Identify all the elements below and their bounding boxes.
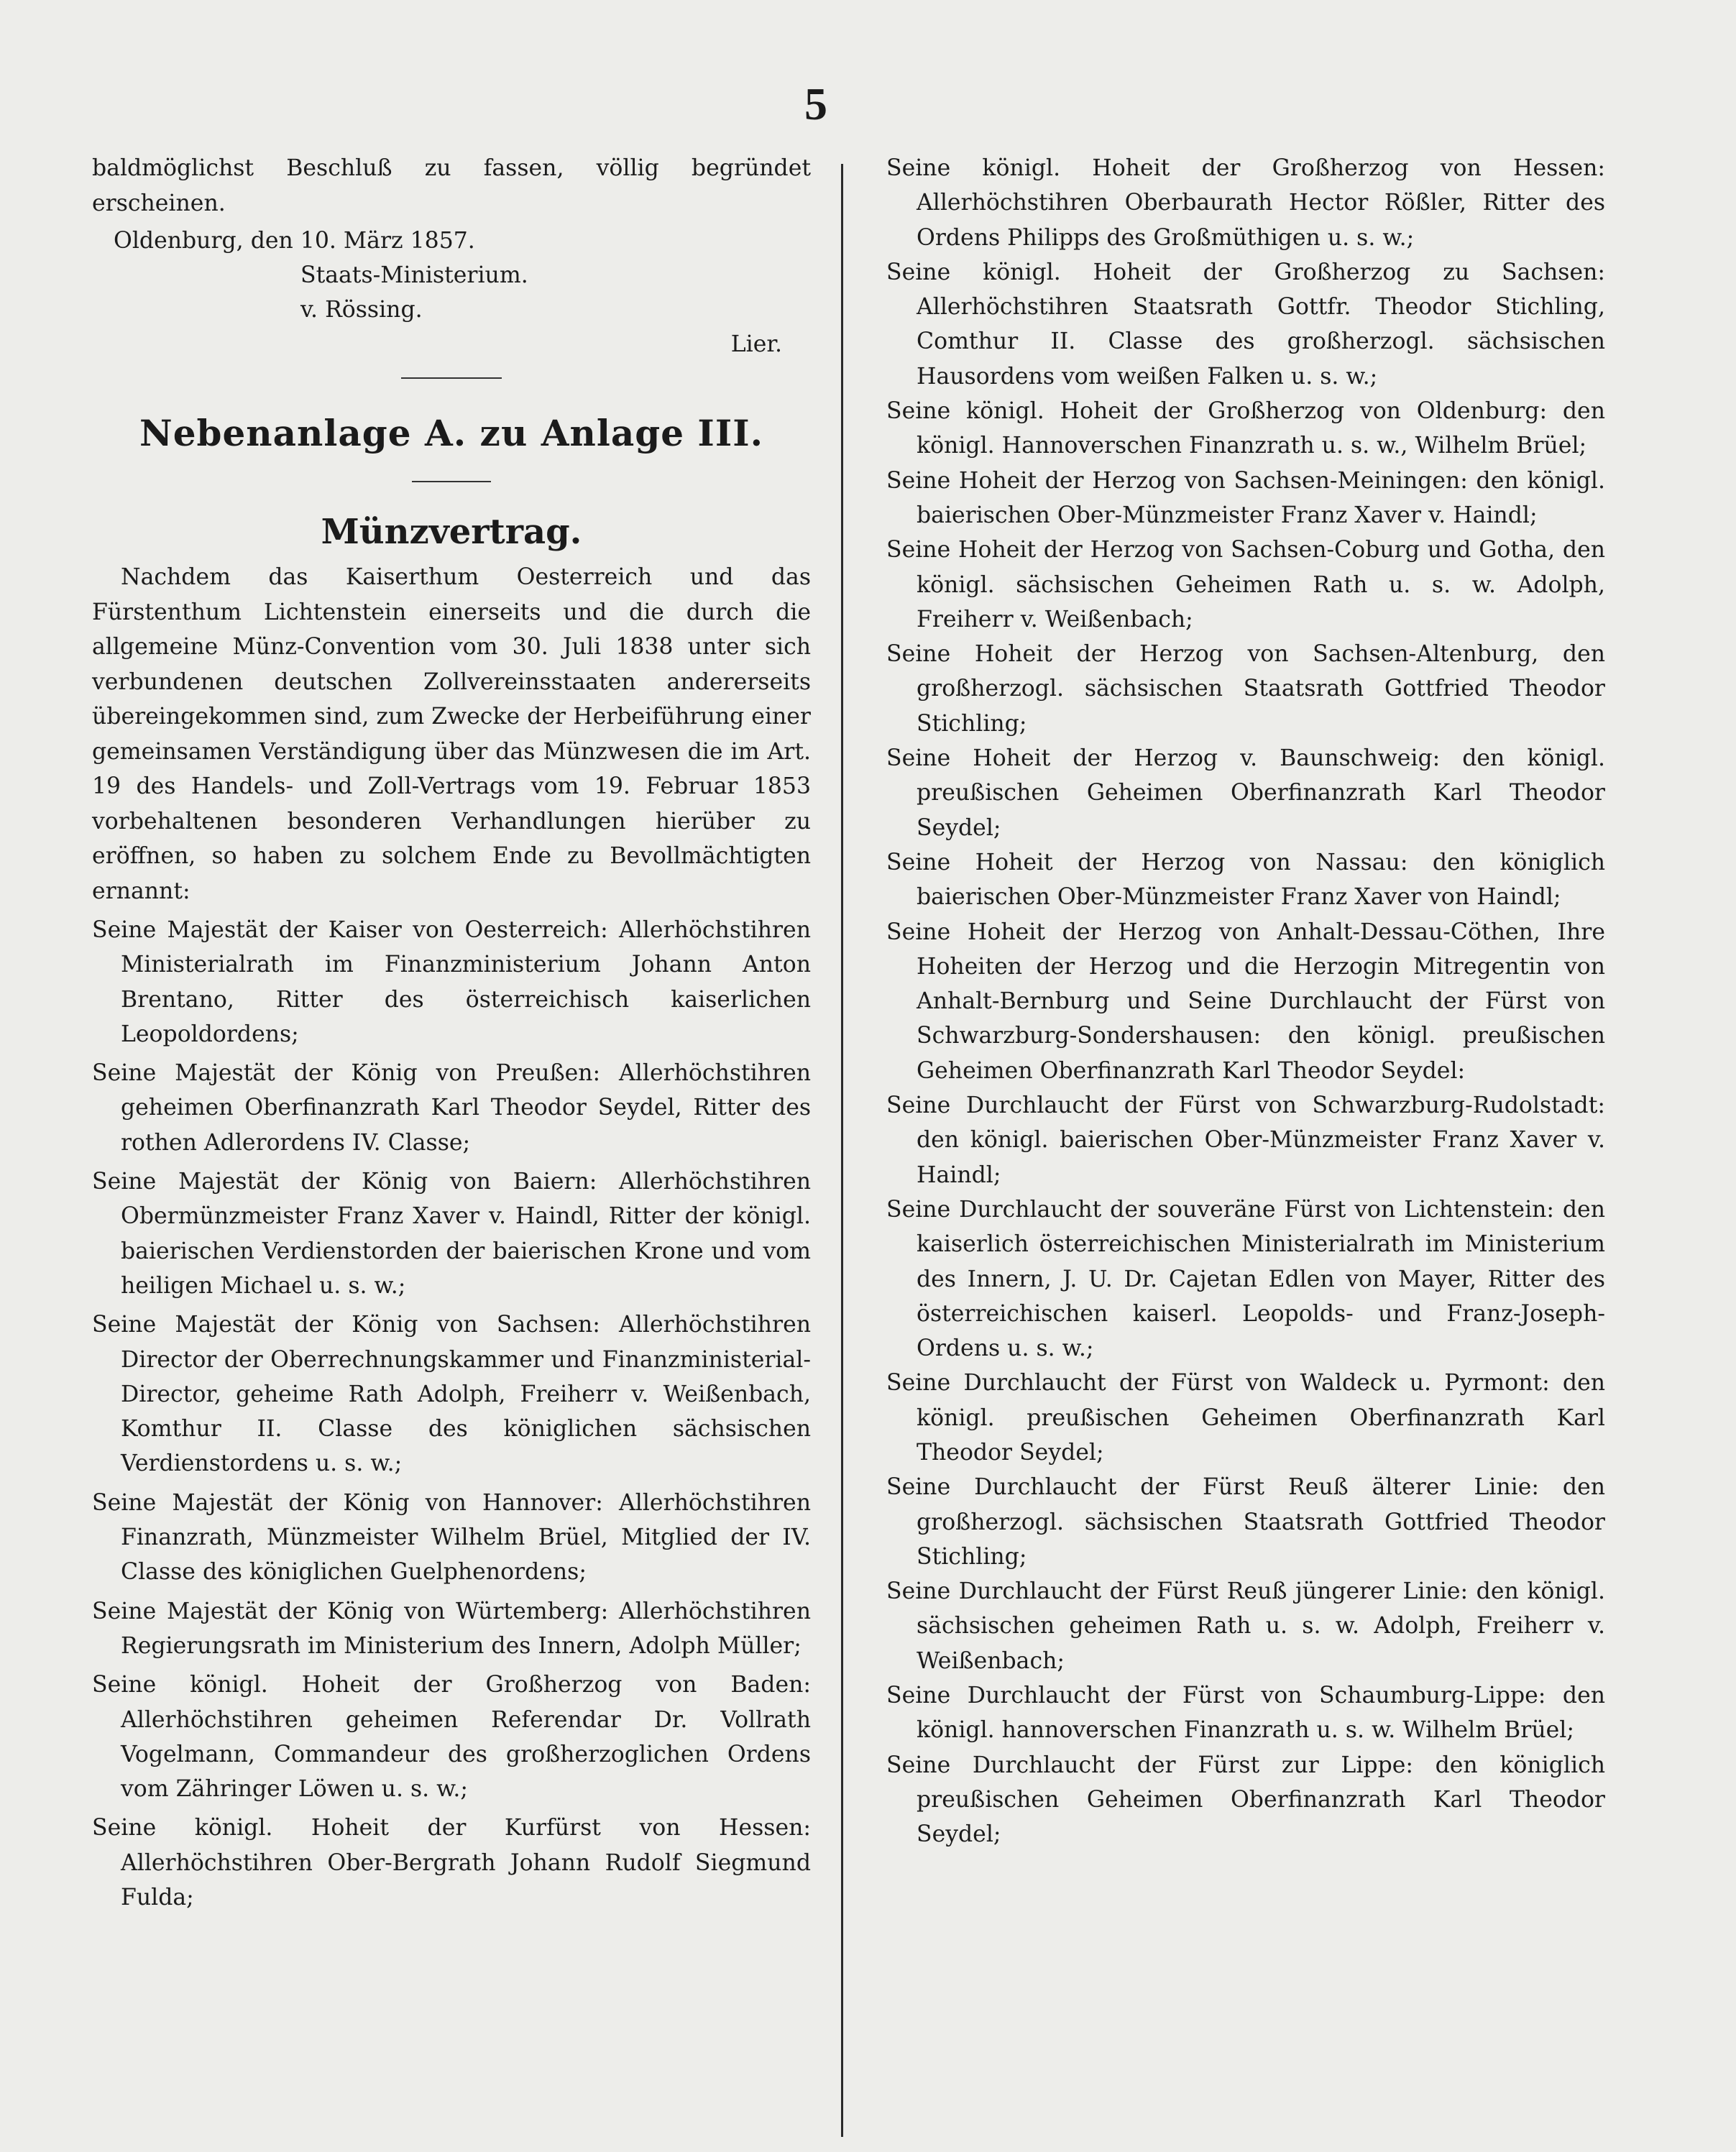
plenipotentiary-entry: Seine Majestät der König von Hannover: Allerhöchstihren Finanzrath, Münzmeister Wilhelm Brüel, Mitglied der IV. Classe des königlichen Guelphenordens; [92,1489,811,1586]
plenipotentiary-entry: Seine königl. Hoheit der Großherzog zu Sachsen: Allerhöchstihren Staatsrath Gottfr. Theodor Stichling, Comthur II. Classe des großherzogl. sächsischen Hausordens vom weißen Falken u. s. w.; [886,259,1605,390]
column-divider [841,164,843,2137]
right-column [886,151,1605,1852]
plenipotentiary-entry: Seine Majestät der König von Baiern: Allerhöchstihren Obermünzmeister Franz Xaver v. Haindl, Ritter der königl. baierischen Verdienstorden der baierischen Krone und vom heiligen Michael u. s. w.; [92,1169,811,1299]
plenipotentiary-entry: Seine Durchlaucht der Fürst Reuß jüngerer Linie: den königl. sächsischen geheimen Rath u. s. w. Adolph, Freiherr v. Weißenbach; [886,1578,1605,1674]
plenipotentiary-entry: Seine Hoheit der Herzog von Anhalt-Dessau-Cöthen, Ihre Hoheiten der Herzog und die Herzogin Mitregentin von Anhalt-Bernburg und Seine Durchlaucht der Fürst von Schwarzburg-Sondershausen: den königl. preußischen Geheimen Oberfinanzrath Karl Theodor Seydel: [886,919,1605,1084]
intro-paragraph: baldmöglichst Beschluß zu fassen, völlig begründet erscheinen. [92,155,811,216]
separator-rule [401,377,502,379]
plenipotentiary-entry: Seine Hoheit der Herzog von Sachsen-Coburg und Gotha, den königl. sächsischen Geheimen Rath u. s. w. Adolph, Freiherr v. Weißenbach; [886,537,1605,633]
plenipotentiary-entry: Seine Durchlaucht der Fürst von Waldeck u. Pyrmont: den königl. preußischen Geheimen Oberfinanzrath Karl Theodor Seydel; [886,1370,1605,1466]
plenipotentiary-entry: Seine Hoheit der Herzog von Sachsen-Meiningen: den königl. baierischen Ober-Münzmeister Franz Xaver v. Haindl; [886,467,1605,528]
plenipotentiary-entry: Seine Durchlaucht der Fürst von Schwarzburg-Rudolstadt: den königl. baierischen Ober-Münzmeister Franz Xaver v. Haindl; [886,1093,1605,1188]
preamble-paragraph: Nachdem das Kaiserthum Oesterreich und das Fürstenthum Lichtenstein einerseits und die durch die allgemeine Münz-Convention vom 30. Juli 1838 unter sich verbundenen deutschen Zollvereinsstaaten andererseits übereingekommen sind, zum Zwecke der Herbeiführung einer gemeinsamen Verständigung über das Münzwesen die im Art. 19 des Handels- und Zoll-Vertrags vom 19. Februar 1853 vorbehaltenen besonderen Verhandlungen hierüber zu eröffnen, so haben zu solchem Ende zu Bevollmächtigten ernannt: [92,564,811,904]
section-heading: Nebenanlage A. zu Anlage III. [139,412,763,454]
plenipotentiary-entry: Seine königl. Hoheit der Großherzog von Baden: Allerhöchstihren geheimen Referendar Dr. Vollrath Vogelmann, Commandeur des großherzoglichen Ordens vom Zähringer Löwen u. s. w.; [92,1672,811,1803]
page-number: 5 [804,78,827,129]
plenipotentiary-entry: Seine Majestät der König von Würtemberg: Allerhöchstihren Regierungsrath im Ministerium des Innern, Adolph Müller; [92,1598,811,1659]
plenipotentiary-entry: Seine Majestät der Kaiser von Oesterreich: Allerhöchstihren Ministerialrath im Finanzministerium Johann Anton Brentano, Ritter des österreichisch kaiserlichen Leopoldordens; [92,917,811,1047]
treaty-title: Münzvertrag. [321,512,582,552]
signer-lier: Lier. [730,331,782,357]
plenipotentiary-entry: Seine königl. Hoheit der Großherzog von Oldenburg: den königl. Hannoverschen Finanzrath u. s. w., Wilhelm Brüel; [886,398,1605,459]
plenipotentiary-entry: Seine Majestät der König von Preußen: Allerhöchstihren geheimen Oberfinanzrath Karl Theodor Seydel, Ritter des rothen Adlerordens IV. Classe; [92,1060,811,1156]
place-date: Oldenburg, den 10. März 1857. [114,228,475,254]
signer-rossing: v. Rössing. [300,297,423,323]
plenipotentiary-entry: Seine Durchlaucht der Fürst zur Lippe: den königlich preußischen Geheimen Oberfinanzrath Karl Theodor Seydel; [886,1752,1605,1848]
ministry-label: Staats-Ministerium. [300,262,528,288]
separator-rule [412,481,491,482]
plenipotentiary-entry: Seine königl. Hoheit der Kurfürst von Hessen: Allerhöchstihren Ober-Bergrath Johann Rudolf Siegmund Fulda; [92,1815,811,1911]
plenipotentiary-entry: Seine Majestät der König von Sachsen: Allerhöchstihren Director der Oberrechnungskammer und Finanzministerial-Director, geheime Rath Adolph, Freiherr v. Weißenbach, Komthur II. Classe des königlichen sächsischen Verdienstordens u. s. w.; [92,1312,811,1477]
plenipotentiary-entry: Seine Durchlaucht der Fürst von Schaumburg-Lippe: den königl. hannoverschen Finanzrath u. s. w. Wilhelm Brüel; [886,1683,1605,1744]
plenipotentiary-entry: Seine Durchlaucht der souveräne Fürst von Lichtenstein: den kaiserlich österreichischen Ministerialrath im Ministerium des Innern, J. U. Dr. Cajetan Edlen von Mayer, Ritter des österreichischen kaiserl. Leopolds- und Franz-Joseph-Ordens u. s. w.; [886,1196,1605,1362]
left-column [92,151,811,1915]
plenipotentiary-entry: Seine Durchlaucht der Fürst Reuß älterer Linie: den großherzogl. sächsischen Staatsrath Gottfried Theodor Stichling; [886,1474,1605,1570]
plenipotentiary-entry: Seine Hoheit der Herzog von Sachsen-Altenburg, den großherzogl. sächsischen Staatsrath Gottfried Theodor Stichling; [886,641,1605,737]
plenipotentiary-entry: Seine Hoheit der Herzog v. Baunschweig: den königl. preußischen Geheimen Oberfinanzrath Karl Theodor Seydel; [886,745,1605,841]
plenipotentiary-entry: Seine königl. Hoheit der Großherzog von Hessen: Allerhöchstihren Oberbaurath Hector Rößler, Ritter des Ordens Philipps des Großmüthigen u. s. w.; [886,155,1605,251]
left-entries [92,913,811,1915]
plenipotentiary-entry: Seine Hoheit der Herzog von Nassau: den königlich baierischen Ober-Münzmeister Franz Xaver von Haindl; [886,849,1605,911]
